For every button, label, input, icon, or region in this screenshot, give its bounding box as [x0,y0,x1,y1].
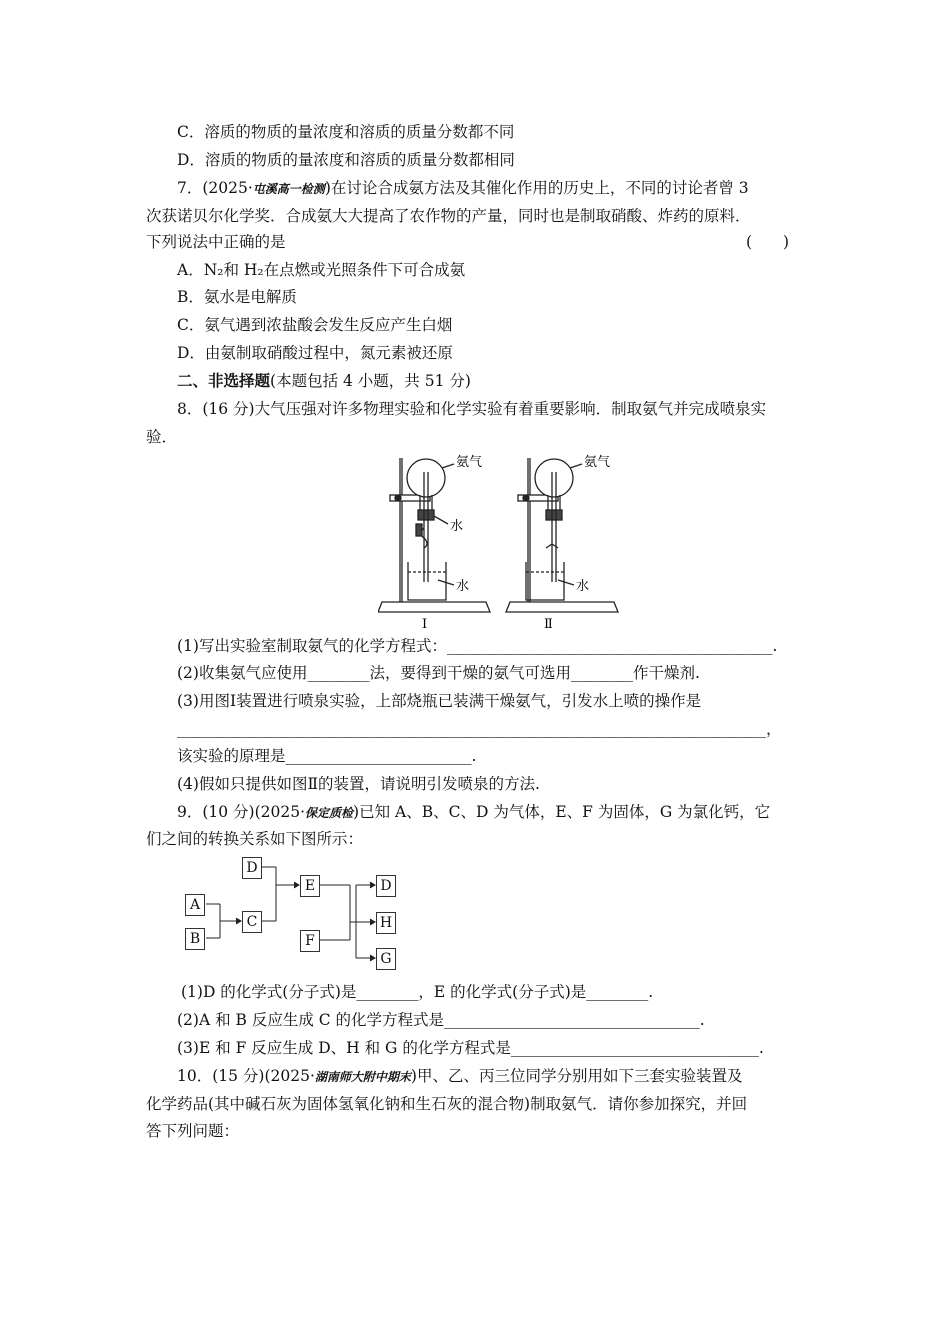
section-note: (本题包括 4 小题，共 51 分) [270,372,471,390]
q6-option-d: D．溶质的物质的量浓度和溶质的质量分数都相同 [177,151,515,169]
q10-text1: )甲、乙、丙三位同学分别用如下三套实验装置及 [410,1067,743,1085]
box-d-top: D [242,857,262,879]
q7-text3: 下列说法中正确的是 [146,233,286,251]
q7-option-c: C．氨气遇到浓盐酸会发生反应产生白烟 [177,316,453,334]
q8-line1: 8．(16 分)大气压强对许多物理实验和化学实验有着重要影响．制取氨气并完成喷泉实 [177,400,767,418]
q7-line3 [146,231,286,253]
apparatus-1 [378,458,490,612]
q8-line2: 验． [146,428,178,446]
box-b: B [185,928,205,950]
q9-part3: (3)E 和 F 反应生成 D、H 和 G 的化学方程式是________________________________. [177,1039,764,1057]
q8-part3-c: 该实验的原理是________________________. [177,747,477,765]
q9-text1: )已知 A、B、C、D 为气体，E、F 为固体，G 为氯化钙，它 [353,803,771,821]
q7-number: 7．(2025· [177,179,253,197]
q10-line2: 化学药品(其中碱石灰为固体氢氧化钠和生石灰的混合物)制取氨气．请你参加探究，并回 [146,1095,748,1113]
q7-line1 [177,177,749,200]
q9-source: 保定质检 [305,806,354,820]
label-water-beaker-1: 水 [456,579,470,594]
answer-paren: ( ) [746,233,790,251]
box-e: E [300,875,320,897]
q9-part1: (1)D 的化学式(分子式)是________，E 的化学式(分子式)是________. [181,983,654,1001]
q7-option-a: A．N₂和 H₂在点燃或光照条件下可合成氨 [177,261,466,279]
q10-line1 [177,1065,742,1088]
q8-part3-b: ____________________________________________________________________________， [177,720,782,738]
q6-option-c: C．溶质的物质的量浓度和溶质的质量分数都不同 [177,123,515,141]
box-a: A [185,894,205,916]
label-water-beaker-2: 水 [576,579,590,594]
q9-line2: 们之间的转换关系如下图所示： [146,830,364,848]
q7-line2: 次获诺贝尔化学奖．合成氨大大提高了农作物的产量，同时也是制取硝酸、炸药的原料． [146,207,751,225]
q7-source: 屯溪高一检测 [252,182,325,196]
q8-part2: (2)收集氨气应使用________法，要得到干燥的氨气可选用________作干燥剂. [177,664,700,682]
label-gas-2: 氨气 [584,455,611,470]
q9-line1 [177,801,770,824]
box-h: H [376,912,396,934]
box-c: C [242,911,262,933]
label-water-top-1: 水 [450,519,464,534]
q8-part4: (4)假如只提供如图Ⅱ的装置，请说明引发喷泉的方法. [177,775,540,793]
box-d-right: D [376,875,396,897]
q10-source: 湖南师大附中期末 [314,1070,411,1084]
apparatus-2 [506,458,618,612]
fountain-apparatus-figure [378,452,628,632]
q7-text1: )在讨论合成氨方法及其催化作用的历史上，不同的讨论者曾 3 [324,179,749,197]
q8-part1: (1)写出实验室制取氨气的化学方程式：__________________________________________. [177,637,778,655]
box-g: G [376,948,396,970]
box-f: F [300,930,320,952]
q7-option-d: D．由氨制取硝酸过程中，氮元素被还原 [177,344,453,362]
q9-part2: (2)A 和 B 反应生成 C 的化学方程式是_________________________________. [177,1011,705,1029]
q9-number: 9．(10 分)(2025· [177,803,306,821]
label-gas-1: 氨气 [456,455,483,470]
section-heading [177,370,471,392]
q10-line3: 答下列问题： [146,1122,240,1140]
q8-part3-a: (3)用图Ⅰ装置进行喷泉实验，上部烧瓶已装满干燥氨气，引发水上喷的操作是 [177,692,702,710]
label-I: Ⅰ [422,617,428,632]
section-title: 二、非选择题 [177,371,271,390]
q7-option-b: B．氨水是电解质 [177,288,297,306]
label-II: Ⅱ [544,617,553,632]
q10-number: 10．(15 分)(2025· [177,1067,315,1085]
